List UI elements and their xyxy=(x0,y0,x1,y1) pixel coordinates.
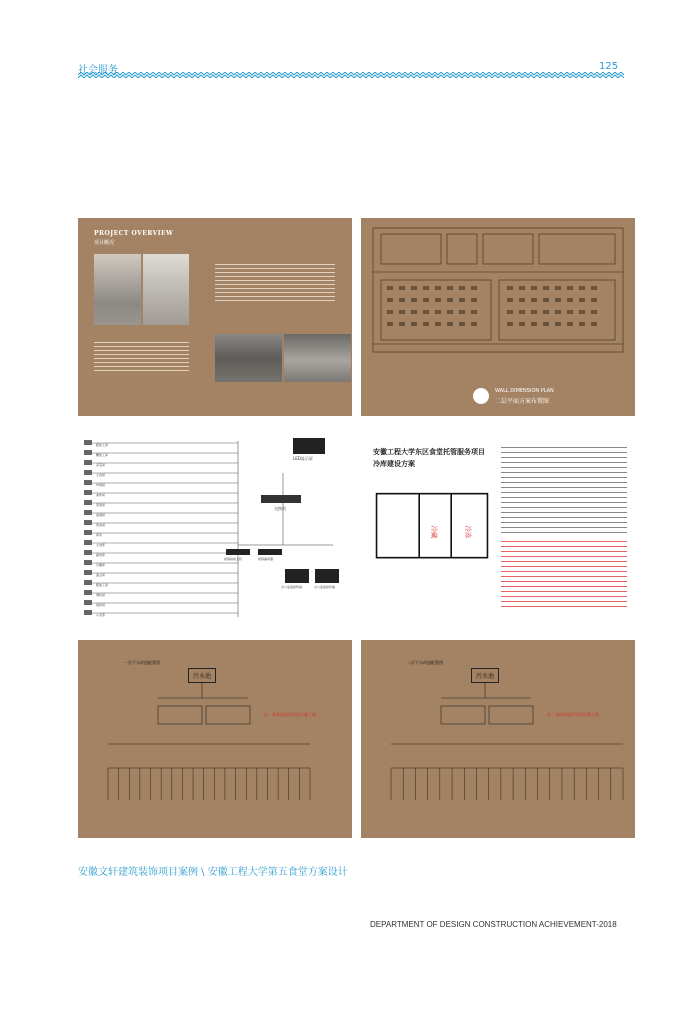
drainage-1-note: 注：具体改造详见设计施工图 xyxy=(264,712,316,717)
camera-row-label: 蒸煮间 xyxy=(96,503,106,507)
footer-text: DEPARTMENT OF DESIGN CONSTRUCTION ACHIEVEMENT-2018 xyxy=(370,920,617,929)
drainage-panel-1 xyxy=(78,640,352,838)
camera-icon xyxy=(84,570,92,575)
camera-icon xyxy=(84,450,92,455)
camera-row-label: 主食库 xyxy=(96,543,106,547)
led-display-label: LED显示屏 xyxy=(293,456,313,461)
cold-storage-title-2: 冷库建设方案 xyxy=(373,460,415,468)
camera-icon xyxy=(84,590,92,595)
camera-icon xyxy=(84,560,92,565)
camera-icon xyxy=(84,500,92,505)
camera-icon xyxy=(84,540,92,545)
drainage-panel-2 xyxy=(361,640,635,838)
camera-icon xyxy=(84,520,92,525)
camera-icon xyxy=(84,510,92,515)
plan-label: WALL DIMENSION PLAN xyxy=(495,388,554,394)
overview-subtitle: 项目概况 xyxy=(94,240,115,246)
overview-text-1 xyxy=(215,264,335,302)
project-caption: 安徽文轩建筑装饰项目案例 \ 安徽工程大学第五食堂方案设计 xyxy=(78,867,348,878)
camera-row-label: 副食库 xyxy=(96,553,106,557)
laptop-2-label: 办公室监控终端 xyxy=(314,585,336,589)
camera-row-label: 凉菜间 xyxy=(96,463,106,467)
camera-row-label: 库房 xyxy=(96,533,103,537)
drainage-1-tree xyxy=(78,640,352,838)
camera-icon xyxy=(84,440,92,445)
overview-text-2 xyxy=(94,342,189,374)
switch-label: 交换机 xyxy=(274,506,286,511)
camera-row-label: 油炸间 xyxy=(96,493,106,497)
wave-divider xyxy=(78,72,624,78)
camera-icon xyxy=(84,610,92,615)
overview-title: PROJECT OVERVIEW xyxy=(94,230,174,237)
site-photo-3 xyxy=(215,334,282,382)
camera-row-label: 精加工间 xyxy=(96,453,109,457)
project-overview-panel xyxy=(78,218,352,416)
page-number: 125 xyxy=(599,61,619,72)
nvr-label: 视频接收主机 xyxy=(224,557,243,561)
surveillance-diagram-panel xyxy=(78,433,352,629)
cold-storage-title-1: 安徽工程大学东区食堂托管服务项目 xyxy=(373,448,485,456)
camera-row-label: 备餐间 xyxy=(96,513,106,517)
drainage-1-title: 一层下水改造配置图 xyxy=(124,660,160,665)
cold-storage-text xyxy=(501,447,627,537)
cold-storage-plan xyxy=(367,483,497,579)
svg-text:冷藏: 冷藏 xyxy=(430,525,438,539)
camera-icon xyxy=(84,580,92,585)
section-label: 社会服务 xyxy=(78,65,118,76)
camera-icon xyxy=(84,470,92,475)
camera-icon xyxy=(84,600,92,605)
north-badge xyxy=(473,388,489,404)
camera-icon xyxy=(84,460,92,465)
site-photo-1 xyxy=(94,254,141,325)
camera-icon xyxy=(84,490,92,495)
camera-row-label: 面点间 xyxy=(96,573,106,577)
drainage-2-tank: 污水池 xyxy=(471,668,499,683)
camera-row-label: 炒锅间 xyxy=(96,483,106,487)
camera-icon xyxy=(84,480,92,485)
cold-storage-notes xyxy=(501,541,627,611)
camera-row-label: 小卖部 xyxy=(96,613,106,617)
camera-row-label: 冷藏库 xyxy=(96,563,106,567)
svg-text:冷冻: 冷冻 xyxy=(464,525,473,539)
camera-row-label: 粗加工间 xyxy=(96,583,109,587)
drainage-2-title: 二层下水改造配置图 xyxy=(407,660,443,665)
encoder-label: 视频编码器 xyxy=(258,557,274,561)
drainage-2-note: 注：具体改造详见设计施工图 xyxy=(547,712,599,717)
camera-icon xyxy=(84,550,92,555)
surveillance-diagram xyxy=(78,433,352,629)
camera-row-label: 粗加工间 xyxy=(96,443,109,447)
site-photo-4 xyxy=(284,334,351,382)
camera-icon xyxy=(84,530,92,535)
camera-row-label: 调料间 xyxy=(96,593,106,597)
camera-row-label: 洗消间 xyxy=(96,523,106,527)
camera-row-label: 留样间 xyxy=(96,603,106,607)
cold-storage-panel xyxy=(361,433,635,629)
floor-plan-drawing xyxy=(367,224,629,364)
floor-plan-panel xyxy=(361,218,635,416)
camera-row-label: 主食间 xyxy=(96,473,106,477)
site-photo-2 xyxy=(143,254,189,325)
plan-title: 二层平面方案布置图 xyxy=(495,398,550,405)
drainage-1-tank: 污水池 xyxy=(188,668,216,683)
drainage-2-tree xyxy=(361,640,635,838)
laptop-1-label: 办公室监控终端 xyxy=(281,585,303,589)
